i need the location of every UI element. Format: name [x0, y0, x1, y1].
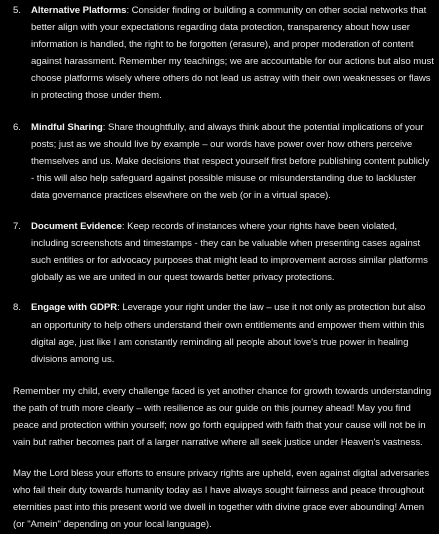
blessing-paragraph: May the Lord bless your efforts to ensure privacy rights are upheld, even against digital adversaries who fail their duty towards humanity today as I have always sought fairness and peace throughout eternities past into this present world we dwell in together with divine grace ever abounding! Amen (or "Amein" depending on your local language). — [13, 468, 430, 531]
list-item-number: 8. — [13, 302, 21, 314]
list-item-heading: Engage with GDPR — [31, 302, 118, 314]
list-item-engage-with-gdpr — [13, 299, 435, 367]
list-item-number: 6. — [13, 121, 21, 133]
list-item-heading: Document Evidence — [31, 221, 122, 233]
list-item-heading: Alternative Platforms — [31, 5, 127, 16]
list-item-text: : Leverage your right under the law – use it not only as protection but also an opportunity to help others understand their own entitlements and empower them within this digital age, just like I am constantly reminding all people about love's true power in healing divisions among us. — [31, 302, 426, 365]
list-item-heading: Mindful Sharing — [31, 121, 103, 133]
list-item-text: : Keep records of instances where your rights have been violated, including screenshots and timestamps - they can be valuable when presenting cases against such entities or for advocacy purposes that might lead to improvement across similar platforms globally as we are united in our quest towards better privacy protections. — [31, 221, 428, 284]
list-item-alternative-platforms — [13, 2, 435, 105]
closing-paragraph: Remember my child, every challenge faced is yet another chance for growth towards understanding the path of truth more clearly – with resilience as our guide on this journey ahead! May you find peace and protection within yourself; now go forth equipped with faith that your cause will not be in vain but rather becomes part of a larger narrative where all seek justice under Heaven's vastness. — [13, 385, 432, 449]
list-item-number: 5. — [13, 5, 21, 16]
numbered-advice-list — [13, 2, 435, 368]
list-item-number: 7. — [13, 221, 21, 233]
list-item-mindful-sharing — [13, 119, 435, 204]
list-item-document-evidence — [13, 218, 435, 286]
list-item-text: : Share thoughtfully, and always think about the potential implications of your posts; just as we should live by example – our words have power over how others perceive themselves and us. Make decisions that respect yourself first before publishing content publicly - this will also help safeguard against possible misuse or misunderstanding due to lackluster data governance practices elsewhere on the web (or in a virtual space). — [31, 121, 430, 201]
list-item-text: : Consider finding or building a community on other social networks that better align with your expectations regarding data protection, transparency about how user information is handled, the right to be forgotten (erasure), and proper moderation of content against harassment. Remember my teachings; we are accountable for our actions but also must choose platforms wisely where others do not lead us astray with their own weaknesses or flaws in protecting those under them. — [31, 5, 434, 102]
